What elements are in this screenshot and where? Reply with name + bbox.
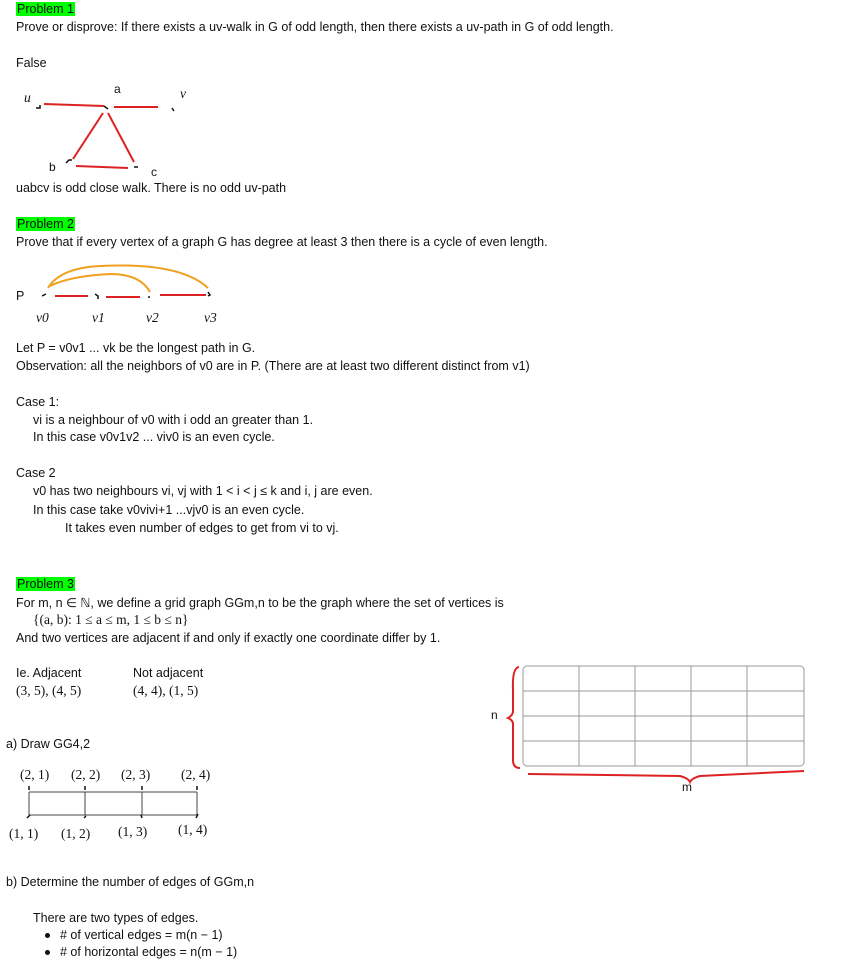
vertex-label-u: u — [24, 90, 31, 105]
grid-bottom-label: (1, 1) — [9, 826, 39, 841]
case-2-line-3: It takes even number of edges to get from vi to vj. — [65, 521, 339, 535]
problem-2-statement: Prove that if every vertex of a graph G has degree at least 3 then there is a cycle of even length. — [16, 235, 548, 249]
not-adjacent-label: Not adjacent — [133, 666, 204, 680]
edge-types-intro: There are two types of edges. — [33, 911, 199, 925]
grid-top-label: (2, 3) — [121, 767, 151, 782]
problem-3-adjacency-rule: And two vertices are adjacent if and only if exactly one coordinate differ by 1. — [16, 631, 441, 645]
vertex-label-a: a — [114, 82, 121, 96]
path-vertex-label: v0 — [36, 310, 49, 325]
bullet-icon — [45, 933, 50, 938]
grid-m-label: m — [682, 780, 692, 794]
grid-bottom-label: (1, 4) — [178, 822, 208, 837]
walk-graph — [44, 104, 158, 168]
case-1-line-1: vi is a neighbour of v0 with i odd an greater than 1. — [33, 413, 314, 427]
path-edges — [55, 295, 206, 297]
problem-3-vertex-set: {(a, b): 1 ≤ a ≤ m, 1 ≤ b ≤ n} — [33, 612, 189, 627]
problem-2-heading: Problem 2 — [17, 217, 74, 231]
bullet-icon — [45, 950, 50, 955]
case-2-line-1: v0 has two neighbours vi, vj with 1 < i < j ≤ k and i, j are even. — [33, 484, 373, 498]
big-grid — [523, 666, 804, 766]
adjacent-example: (3, 5), (4, 5) — [16, 683, 82, 698]
path-vertex-label: v1 — [92, 310, 105, 325]
grid-top-label: (2, 1) — [20, 767, 50, 782]
vertex-label-b: b — [49, 160, 56, 174]
vertical-edges-item: # of vertical edges = m(n − 1) — [45, 928, 223, 942]
grid-n-label: n — [491, 708, 498, 722]
problem-3-definition: For m, n ∈ ℕ, we define a grid graph GGm,n to be the graph where the set of vertices is — [16, 596, 504, 610]
case-1-title: Case 1: — [16, 395, 60, 409]
adjacent-label: Ie. Adjacent — [16, 666, 82, 680]
grid-top-label: (2, 2) — [71, 767, 101, 782]
problem-3-heading: Problem 3 — [17, 577, 74, 591]
path-arcs — [48, 265, 208, 292]
vertex-label-c: c — [151, 165, 157, 179]
case-2-line-2: In this case take v0vivi+1 ...vjv0 is an even cycle. — [33, 503, 305, 517]
grid-top-label: (2, 4) — [181, 767, 211, 782]
path-vertex-label: v3 — [204, 310, 217, 325]
case-1-line-2: In this case v0v1v2 ... viv0 is an even cycle. — [33, 430, 275, 444]
small-grid-vertices — [27, 786, 198, 818]
problem-1-caption: uabcv is odd close walk. There is no odd uv-path — [16, 181, 287, 195]
path-vertex-label: v2 — [146, 310, 159, 325]
problem-1-heading: Problem 1 — [17, 2, 74, 16]
case-2-title: Case 2 — [16, 466, 56, 480]
path-label: P — [16, 289, 25, 303]
grid-bottom-label: (1, 2) — [61, 826, 91, 841]
problem-1-statement: Prove or disprove: If there exists a uv-walk in G of odd length, then there exists a uv-path in G of odd length. — [16, 20, 614, 34]
grid-bottom-label: (1, 3) — [118, 824, 148, 839]
proof-observation: Observation: all the neighbors of v0 are in P. (There are at least two different distinct from v1) — [16, 359, 530, 373]
part-a-label: a) Draw GG4,2 — [6, 737, 91, 751]
part-b-label: b) Determine the number of edges of GGm,n — [6, 875, 255, 889]
horizontal-edges-item: # of horizontal edges = n(m − 1) — [45, 945, 237, 959]
vertex-label-v: v — [180, 86, 186, 101]
walk-graph-vertices — [36, 105, 174, 167]
big-grid-braces — [508, 667, 804, 782]
small-grid — [29, 792, 197, 815]
problem-1-answer: False — [16, 56, 47, 70]
not-adjacent-example: (4, 4), (1, 5) — [133, 683, 199, 698]
proof-let-line: Let P = v0v1 ... vk be the longest path in G. — [16, 341, 256, 355]
